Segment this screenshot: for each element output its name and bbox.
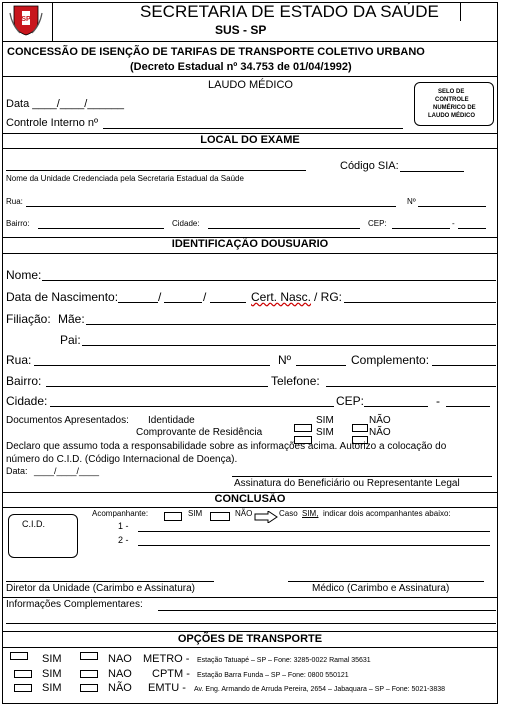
identity-nao-label: NÃO: [369, 415, 391, 426]
info-field-2[interactable]: [6, 623, 496, 624]
signature-field[interactable]: [232, 476, 492, 477]
city-field[interactable]: [50, 406, 334, 407]
exam-street-label: Rua:: [6, 197, 23, 206]
metro-detail: Estação Tatuapé – SP – Fone: 3285-0022 Ramal 35631: [197, 657, 371, 664]
city-label: Cidade:: [6, 394, 48, 408]
cptm-sim-checkbox[interactable]: [14, 670, 32, 678]
birth-sep-2: /: [203, 290, 207, 304]
metro-nao-label: NAO: [108, 653, 132, 665]
father-field[interactable]: [82, 345, 496, 346]
number-field[interactable]: [296, 365, 346, 366]
companion-nao-checkbox[interactable]: [210, 512, 230, 521]
sia-label: Código SIA:: [340, 160, 399, 172]
exam-district-field[interactable]: [38, 228, 164, 229]
svg-text:SP: SP: [21, 16, 31, 23]
director-label: Diretor da Unidade (Carimbo e Assinatura): [6, 583, 195, 594]
laudo-title: LAUDO MÉDICO: [208, 79, 293, 91]
case-rest-text: indicar dois acompanhantes abaixo:: [323, 509, 451, 518]
exam-number-label: Nº: [407, 197, 416, 206]
companion-label: Acompanhante:: [92, 509, 149, 518]
exam-number-field[interactable]: [418, 206, 486, 207]
cid-label: C.I.D.: [22, 519, 46, 529]
district-label: Bairro:: [6, 374, 42, 388]
unit-caption: Nome da Unidade Credenciada pela Secretaria Estadual da Saúde: [6, 174, 244, 183]
declaration-text-2: número do C.I.D. (Código Internacional de Doença).: [6, 454, 238, 465]
filiacao-label: Filiação:: [6, 312, 51, 326]
seal-text-3: NUMÉRICO DE: [433, 105, 476, 111]
birth-day-field[interactable]: [118, 302, 158, 303]
exam-cep-label: CEP:: [368, 219, 387, 228]
info-field-1[interactable]: [158, 610, 496, 611]
companion-2-label: 2 -: [118, 535, 129, 545]
metro-sim-checkbox[interactable]: [10, 652, 28, 660]
arrow-icon: [254, 510, 278, 528]
conclusao-heading: CONCLUSÃO: [214, 493, 286, 505]
cptm-nao-label: NAO: [108, 668, 132, 680]
birth-month-field[interactable]: [164, 302, 202, 303]
identity-sim-checkbox[interactable]: [294, 424, 312, 432]
transport-heading: OPÇÕES DE TRANSPORTE: [177, 633, 323, 645]
complement-field[interactable]: [432, 365, 496, 366]
cptm-sim-label: SIM: [42, 668, 62, 680]
text-cursor: [460, 3, 461, 21]
consent-date-label: Data:: [6, 466, 28, 476]
doc-identity-label: Identidade: [148, 415, 195, 426]
doctor-label: Médico (Carimbo e Assinatura): [312, 583, 450, 594]
control-number-label: Controle Interno nº: [6, 117, 99, 129]
doctor-signature-field[interactable]: [288, 581, 484, 582]
page-subtitle: SUS - SP: [215, 23, 267, 37]
metro-sim-label: SIM: [42, 653, 62, 665]
laudo-date-field[interactable]: Data ____/____/______: [6, 98, 125, 110]
companion-1-label: 1 -: [118, 521, 129, 531]
seal-text-1: SELO DE: [438, 89, 465, 95]
state-coat-of-arms-logo: [8, 3, 44, 37]
signature-label: Assinatura do Beneficiário ou Representante Legal: [234, 478, 460, 489]
exam-cep-field[interactable]: [392, 228, 450, 229]
rg-field[interactable]: [344, 302, 496, 303]
page-title: SECRETARIA DE ESTADO DA SAÚDE: [140, 2, 439, 21]
cert-label: Cert. Nasc.: [251, 290, 312, 304]
cep-dash: -: [436, 394, 440, 408]
docs-label: Documentos Apresentados:: [6, 415, 129, 426]
cep-label: CEP:: [336, 394, 365, 408]
control-number-field[interactable]: [103, 128, 403, 129]
district-field[interactable]: [46, 386, 268, 387]
metro-nao-checkbox[interactable]: [80, 652, 98, 660]
companion-sim-label: SIM: [188, 509, 203, 518]
name-label: Nome:: [6, 268, 42, 282]
emtu-sim-checkbox[interactable]: [14, 684, 32, 692]
doc-residence-label: Comprovante de Residência: [136, 427, 263, 438]
name-field[interactable]: [42, 280, 496, 281]
case-text: Caso: [279, 509, 298, 518]
complement-label: Complemento:: [351, 353, 430, 367]
info-label: Informações Complementares:: [6, 599, 143, 610]
birth-label: Data de Nascimento:: [6, 290, 119, 304]
metro-name: METRO -: [143, 653, 190, 665]
identity-nao-checkbox[interactable]: [352, 424, 368, 432]
concession-title: CONCESSÃO DE ISENÇÃO DE TARIFAS DE TRANSPORTE COLETIVO URBANO: [7, 46, 425, 58]
companion-1-field[interactable]: [138, 531, 490, 532]
residence-nao-label: NÃO: [369, 427, 391, 438]
exam-cep-dash: -: [452, 219, 455, 228]
seal-text-2: CONTROLE: [435, 97, 469, 103]
local-heading: LOCAL DO EXAME: [200, 134, 300, 146]
consent-date-field[interactable]: ____/____/____: [34, 466, 100, 476]
number-label: Nº: [278, 353, 292, 367]
cep-suffix-field[interactable]: [446, 406, 490, 407]
exam-district-label: Bairro:: [6, 219, 30, 228]
unit-name-field[interactable]: [6, 170, 306, 171]
exam-street-field[interactable]: [26, 206, 396, 207]
declaration-text: Declaro que assumo toda a responsabilidade sobre as informações acima. Autorizo a colocação do: [6, 441, 447, 452]
exam-city-label: Cidade:: [172, 219, 200, 228]
birth-year-field[interactable]: [210, 302, 246, 303]
cptm-detail: Estação Barra Funda – SP – Fone: 0800 550121: [197, 672, 349, 679]
emtu-sim-label: SIM: [42, 682, 62, 694]
seal-text-4: LAUDO MÉDICO: [428, 113, 475, 119]
companion-nao-label: NÃO: [235, 509, 253, 518]
phone-field[interactable]: [326, 386, 496, 387]
identity-sim-label: SIM: [316, 415, 334, 426]
street-field[interactable]: [34, 365, 270, 366]
cptm-nao-checkbox[interactable]: [80, 670, 98, 678]
ident-heading: IDENTIFICAÇÃO DOUSUARIO: [171, 238, 329, 250]
companion-2-field[interactable]: [138, 545, 490, 546]
phone-label: Telefone:: [271, 374, 320, 388]
emtu-nao-checkbox[interactable]: [80, 684, 98, 692]
companion-sim-checkbox[interactable]: [164, 512, 182, 521]
emtu-detail: Av. Eng. Armando de Arruda Pereira, 2654 – Jabaquara – SP – Fone: 5021-3838: [194, 686, 446, 693]
emtu-nao-label: NÃO: [108, 682, 132, 694]
case-sim-text: SIM,: [302, 509, 319, 518]
exam-city-field[interactable]: [208, 228, 360, 229]
director-signature-field[interactable]: [6, 581, 214, 582]
father-label: Pai:: [60, 333, 81, 347]
cep-field[interactable]: [364, 406, 428, 407]
birth-sep-1: /: [158, 290, 162, 304]
sia-field[interactable]: [400, 171, 464, 172]
exam-cep-suffix-field[interactable]: [458, 228, 486, 229]
emtu-name: EMTU -: [148, 682, 186, 694]
mother-field[interactable]: [86, 324, 496, 325]
rg-label: / RG:: [314, 290, 343, 304]
street-label: Rua:: [6, 353, 32, 367]
residence-sim-label: SIM: [316, 427, 334, 438]
mother-label: Mãe:: [58, 312, 85, 326]
decree-text: (Decreto Estadual nº 34.753 de 01/04/1992): [130, 61, 352, 73]
cptm-name: CPTM -: [152, 668, 190, 680]
